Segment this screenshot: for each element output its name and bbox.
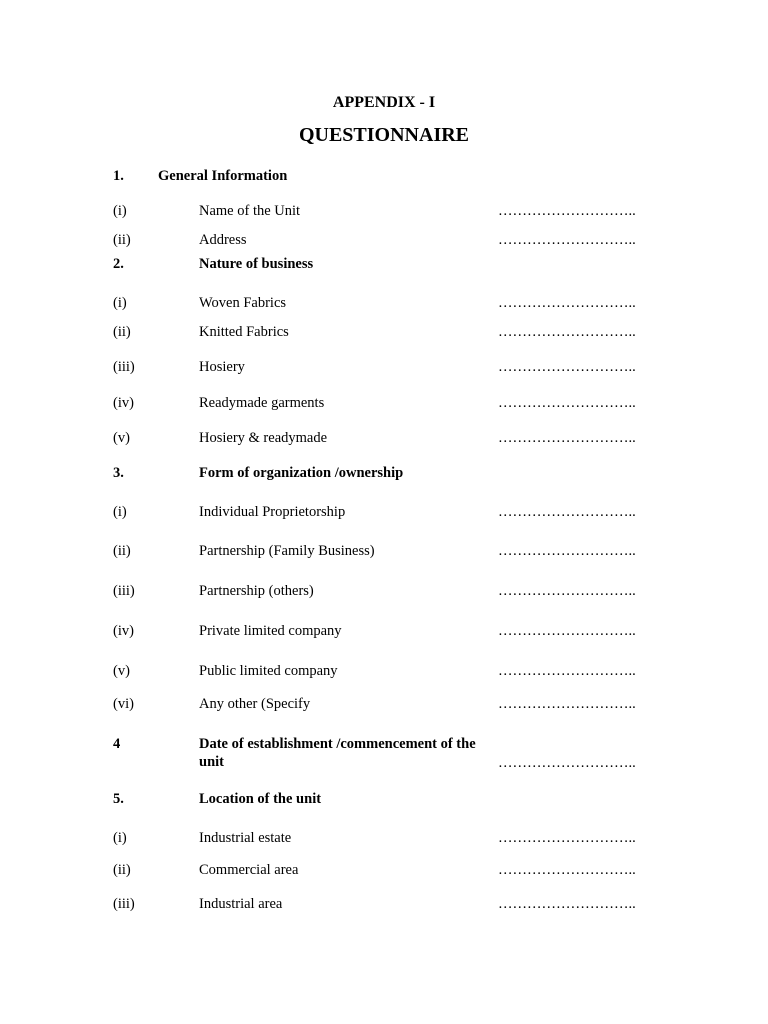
section-heading: Date of establishment /commencement of the unit — [199, 736, 476, 770]
item-label: Woven Fabrics — [199, 295, 287, 311]
answer-blank[interactable]: ……………………….. — [498, 755, 636, 771]
item-label: Partnership (others) — [199, 583, 314, 599]
answer-blank[interactable]: ……………………….. — [498, 395, 636, 411]
item-label: Public limited company — [199, 663, 338, 679]
item-label: Private limited company — [199, 623, 342, 639]
answer-blank[interactable]: ……………………….. — [498, 504, 636, 520]
item-number: (iv) — [113, 395, 134, 411]
page-title: QUESTIONNAIRE — [298, 124, 470, 146]
answer-blank[interactable]: ……………………….. — [498, 359, 636, 375]
item-number: (ii) — [113, 543, 131, 559]
section-number: 1. — [113, 168, 124, 184]
item-label: Address — [199, 232, 247, 248]
answer-blank[interactable]: ……………………….. — [498, 430, 636, 446]
section-number: 5. — [113, 791, 124, 807]
section-heading: Location of the unit — [199, 791, 322, 807]
item-number: (iii) — [113, 896, 135, 912]
section-number: 2. — [113, 256, 124, 272]
answer-blank[interactable]: ……………………….. — [498, 830, 636, 846]
item-number: (i) — [113, 203, 127, 219]
item-number: (ii) — [113, 324, 131, 340]
item-label: Knitted Fabrics — [199, 324, 289, 340]
item-label: Any other (Specify — [199, 696, 311, 712]
item-label: Readymade garments — [199, 395, 325, 411]
item-number: (vi) — [113, 696, 134, 712]
item-label: Individual Proprietorship — [199, 504, 346, 520]
section-number: 4 — [113, 736, 121, 752]
item-label: Name of the Unit — [199, 203, 301, 219]
item-label: Partnership (Family Business) — [199, 543, 375, 559]
item-number: (i) — [113, 504, 127, 520]
item-number: (iii) — [113, 359, 135, 375]
item-label: Hosiery & readymade — [199, 430, 328, 446]
section-heading: General Information — [158, 168, 288, 184]
item-number: (i) — [113, 830, 127, 846]
item-number: (v) — [113, 663, 130, 679]
answer-blank[interactable]: ……………………….. — [498, 295, 636, 311]
section-heading: Form of organization /ownership — [199, 465, 404, 481]
section-number: 3. — [113, 465, 124, 481]
answer-blank[interactable]: ……………………….. — [498, 203, 636, 219]
item-number: (ii) — [113, 232, 131, 248]
answer-blank[interactable]: ……………………….. — [498, 696, 636, 712]
answer-blank[interactable]: ……………………….. — [498, 896, 636, 912]
item-number: (i) — [113, 295, 127, 311]
answer-blank[interactable]: ……………………….. — [498, 862, 636, 878]
item-label: Hosiery — [199, 359, 245, 375]
section-heading: Nature of business — [199, 256, 314, 272]
item-label: Industrial estate — [199, 830, 292, 846]
answer-blank[interactable]: ……………………….. — [498, 543, 636, 559]
item-number: (iv) — [113, 623, 134, 639]
appendix-label: APPENDIX - I — [332, 94, 436, 111]
item-number: (v) — [113, 430, 130, 446]
answer-blank[interactable]: ……………………….. — [498, 663, 636, 679]
item-number: (ii) — [113, 862, 131, 878]
answer-blank[interactable]: ……………………….. — [498, 583, 636, 599]
answer-blank[interactable]: ……………………….. — [498, 232, 636, 248]
item-label: Commercial area — [199, 862, 299, 878]
answer-blank[interactable]: ……………………….. — [498, 324, 636, 340]
answer-blank[interactable]: ……………………….. — [498, 623, 636, 639]
item-number: (iii) — [113, 583, 135, 599]
item-label: Industrial area — [199, 896, 283, 912]
